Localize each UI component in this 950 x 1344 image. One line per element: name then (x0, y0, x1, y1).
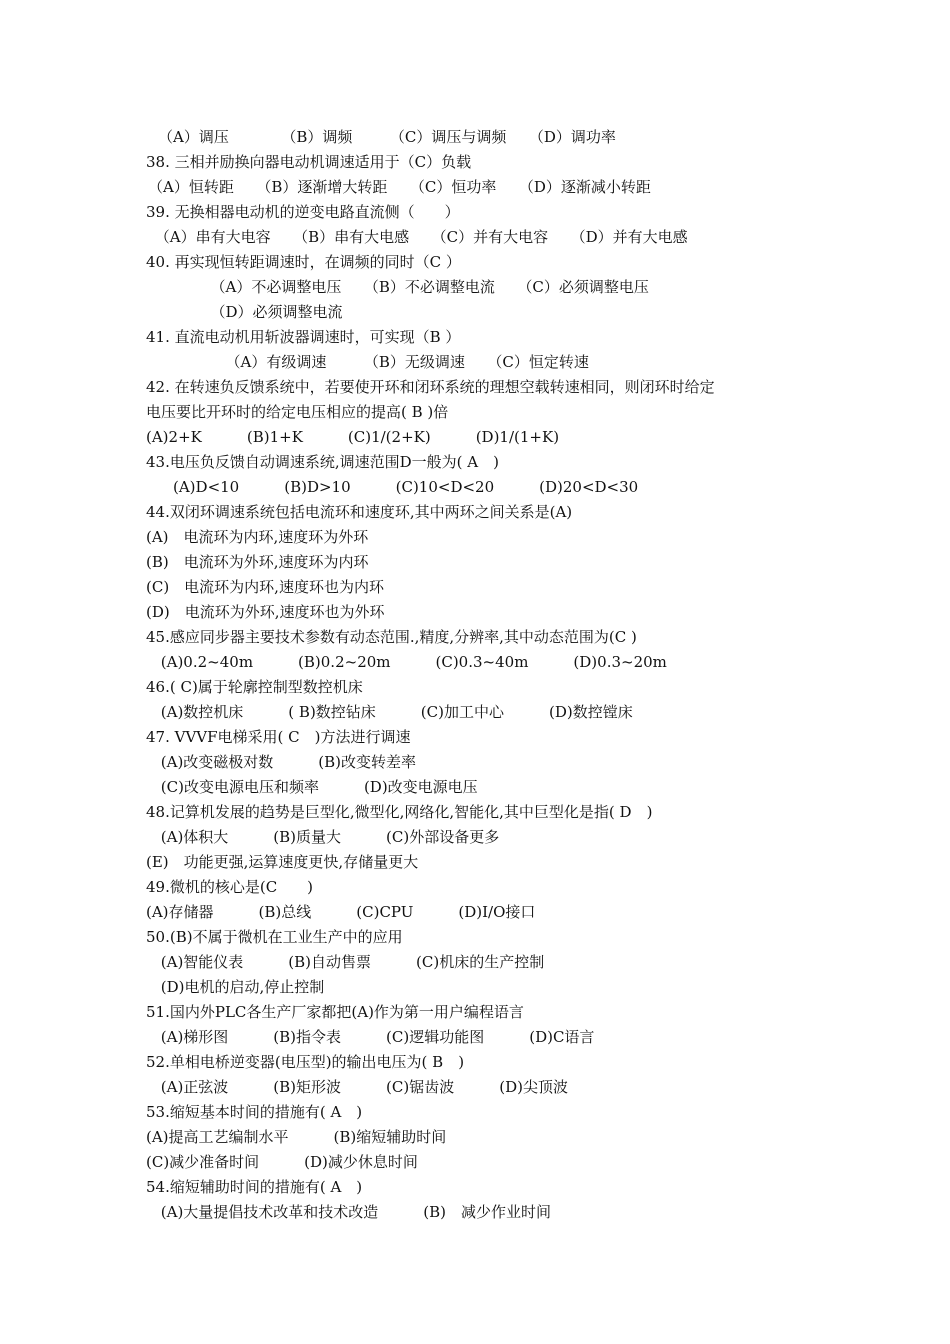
question-38: 38. 三相并励换向器电动机调速适用于（C）负载 (146, 153, 472, 171)
text-line: (A)数控机床 ( B)数控钻床 (C)加工中心 (D)数控镗床 (156, 703, 633, 721)
text-line: (A)D<10 (B)D>10 (C)10<D<20 (D)20<D<30 (158, 478, 639, 496)
question-42: 42. 在转速负反馈系统中，若要使开环和闭环系统的理想空载转速相同，则闭环时给定 (146, 378, 715, 396)
question-41: 41. 直流电动机用斩波器调速时，可实现（B ） (146, 328, 461, 346)
text-line: (A) 电流环为内环,速度环为外环 (146, 528, 369, 546)
text-line: (C)减少准备时间 (D)减少休息时间 (146, 1153, 418, 1171)
text-line: (E) 功能更强,运算速度更快,存储量更大 (146, 853, 419, 871)
text-line: (C)改变电源电压和频率 (D)改变电源电压 (156, 778, 478, 796)
question-48: 48.记算机发展的趋势是巨型化,微型化,网络化,智能化,其中巨型化是指( D ) (146, 803, 653, 821)
text-line: (C) 电流环为内环,速度环也为内环 (146, 578, 384, 596)
question-54: 54.缩短辅助时间的措施有( A ) (146, 1178, 363, 1196)
text-line: （A）不必调整电压 （B）不必调整电流 （C）必须调整电压 (158, 278, 649, 296)
text-line: (A)0.2~40m (B)0.2~20m (C)0.3~40m (D)0.3~20m (156, 653, 667, 671)
text-line: (A)智能仪表 (B)自动售票 (C)机床的生产控制 (156, 953, 545, 971)
text-line: （D）必须调整电流 (158, 303, 343, 321)
text-line: (A)改变磁极对数 (B)改变转差率 (156, 753, 417, 771)
text-line: (B) 电流环为外环,速度环为内环 (146, 553, 369, 571)
question-39: 39. 无换相器电动机的逆变电路直流侧（ ） (146, 203, 460, 221)
text-line: (D)电机的启动,停止控制 (156, 978, 325, 996)
question-47: 47. VVVF电梯采用( C )方法进行调速 (146, 728, 411, 746)
question-51: 51.国内外PLC各生产厂家都把(A)作为第一用户编程语言 (146, 1003, 524, 1021)
question-50: 50.(B)不属于微机在工业生产中的应用 (146, 928, 403, 946)
question-43: 43.电压负反馈自动调速系统,调速范围D一般为( A ) (146, 453, 499, 471)
question-53: 53.缩短基本时间的措施有( A ) (146, 1103, 363, 1121)
question-44: 44.双闭环调速系统包括电流环和速度环,其中两环之间关系是(A) (146, 503, 573, 521)
text-line: （A）调压 （B）调频 （C）调压与调频 （D）调功率 (158, 128, 616, 146)
question-46: 46.( C)属于轮廓控制型数控机床 (146, 678, 363, 696)
text-line: 电压要比开环时的给定电压相应的提高( B )倍 (146, 403, 449, 421)
text-line: (A)体积大 (B)质量大 (C)外部设备更多 (156, 828, 500, 846)
question-52: 52.单相电桥逆变器(电压型)的输出电压为( B ) (146, 1053, 465, 1071)
text-line: (A)存储器 (B)总线 (C)CPU (D)I/O接口 (146, 903, 536, 921)
text-line: (A)大量提倡技术改革和技术改造 (B) 减少作业时间 (156, 1203, 552, 1221)
question-45: 45.感应同步器主要技术参数有动态范围.,精度,分辨率,其中动态范围为(C ) (146, 628, 637, 646)
text-line: （A）恒转距 （B）逐渐增大转距 （C）恒功率 （D）逐渐减小转距 (148, 178, 651, 196)
text-line: (A)2+K (B)1+K (C)1/(2+K) (D)1/(1+K) (146, 428, 560, 446)
text-line: (A)提高工艺编制水平 (B)缩短辅助时间 (146, 1128, 447, 1146)
text-line: （A）串有大电容 （B）串有大电感 （C）并有大电容 （D）并有大电感 (150, 228, 688, 246)
text-line: (D) 电流环为外环,速度环也为外环 (146, 603, 385, 621)
text-line: （A）有级调速 （B）无级调速 （C）恒定转速 (158, 353, 589, 371)
question-40: 40. 再实现恒转距调速时，在调频的同时（C ） (146, 253, 461, 271)
text-line: (A)梯形图 (B)指令表 (C)逻辑功能图 (D)C语言 (156, 1028, 595, 1046)
question-49: 49.微机的核心是(C ) (146, 878, 314, 896)
text-line: (A)正弦波 (B)矩形波 (C)锯齿波 (D)尖顶波 (156, 1078, 568, 1096)
